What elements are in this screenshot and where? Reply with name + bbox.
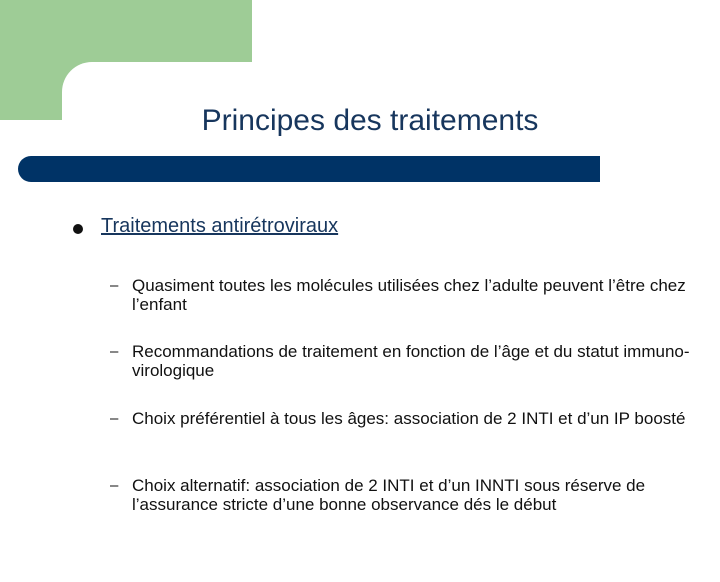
slide-title: Principes des traitements	[201, 104, 539, 137]
sub-bullet-dash: –	[110, 410, 119, 427]
sub-bullet-text: Recommandations de traitement en fonction de l’âge et du statut immuno-virologique	[132, 342, 690, 380]
sub-bullet-dash: –	[110, 477, 119, 494]
sub-bullet-text: Choix préférentiel à tous les âges: association de 2 INTI et d’un IP boosté	[132, 409, 686, 428]
title-underline-bar	[18, 156, 600, 182]
sub-bullet-text: Quasiment toutes les molécules utilisées chez l’adulte peuvent l’être chez l’enfant	[132, 276, 686, 314]
sub-bullet-dash: –	[110, 343, 119, 360]
bullet-dot	[73, 224, 83, 234]
sub-bullet-text: Choix alternatif: association de 2 INTI et d’un INNTI sous réserve de l’assurance stricte d’une bonne observance dés le début	[132, 476, 646, 514]
sub-bullet-dash: –	[110, 277, 119, 294]
main-bullet-text: Traitements antirétroviraux	[101, 215, 339, 237]
